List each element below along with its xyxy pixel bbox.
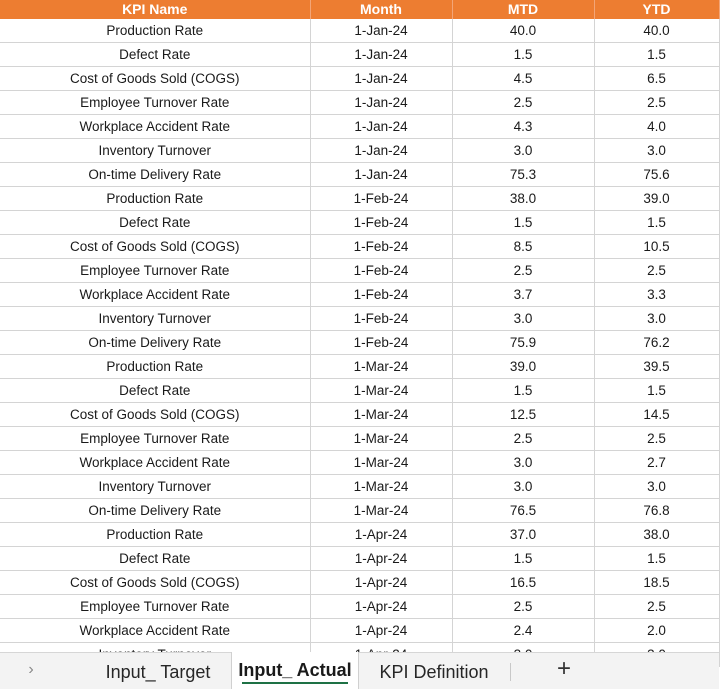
tab-label: KPI Definition (379, 662, 489, 682)
table-row (0, 91, 719, 115)
cell-mtd[interactable]: 76.5 (452, 499, 594, 523)
cell-month[interactable]: 1-Jan-24 (310, 91, 452, 115)
table-row (0, 115, 719, 139)
cell-mtd[interactable]: 16.5 (452, 571, 594, 595)
cell-ytd[interactable]: 2.0 (594, 619, 719, 643)
cell-month[interactable]: 1-Jan-24 (310, 67, 452, 91)
cell-mtd[interactable]: 3.0 (452, 451, 594, 475)
cell-mtd[interactable]: 37.0 (452, 523, 594, 547)
table-row (0, 475, 719, 499)
sheet-tab-bar (0, 652, 719, 689)
cell-ytd[interactable]: 2.7 (594, 451, 719, 475)
cell-mtd[interactable]: 4.5 (452, 67, 594, 91)
cell-ytd[interactable]: 40.0 (594, 19, 719, 43)
cell-month[interactable]: 1-Feb-24 (310, 187, 452, 211)
active-tab-indicator (242, 682, 348, 684)
cell-ytd[interactable]: 10.5 (594, 235, 719, 259)
cell-month[interactable]: 1-Jan-24 (310, 43, 452, 67)
cell-ytd[interactable]: 1.5 (594, 379, 719, 403)
cell-mtd[interactable]: 4.3 (452, 115, 594, 139)
cell-month[interactable]: 1-Mar-24 (310, 451, 452, 475)
cell-month[interactable]: 1-Feb-24 (310, 211, 452, 235)
cell-kpi-name[interactable]: Cost of Goods Sold (COGS) (0, 403, 310, 427)
cell-kpi-name[interactable]: On-time Delivery Rate (0, 499, 310, 523)
cell-kpi-name[interactable]: Inventory Turnover (0, 307, 310, 331)
chevron-right-icon[interactable]: › (28, 661, 34, 678)
header-row (0, 0, 719, 19)
cell-kpi-name[interactable]: Cost of Goods Sold (COGS) (0, 67, 310, 91)
tab-label: Input_ Target (105, 662, 211, 682)
cell-kpi-name[interactable]: Employee Turnover Rate (0, 595, 310, 619)
table-row (0, 595, 719, 619)
tab-input-target[interactable] (88, 653, 228, 689)
table-row (0, 355, 719, 379)
cell-month[interactable]: 1-Apr-24 (310, 523, 452, 547)
cell-ytd[interactable]: 4.0 (594, 115, 719, 139)
cell-kpi-name[interactable]: Production Rate (0, 523, 310, 547)
cell-kpi-name[interactable]: Cost of Goods Sold (COGS) (0, 571, 310, 595)
cell-kpi-name[interactable]: Inventory Turnover (0, 475, 310, 499)
cell-ytd[interactable]: 2.5 (594, 259, 719, 283)
table-row (0, 19, 719, 43)
cell-mtd[interactable]: 3.0 (452, 139, 594, 163)
cell-ytd[interactable]: 39.5 (594, 355, 719, 379)
cell-ytd[interactable]: 75.6 (594, 163, 719, 187)
table-row (0, 499, 719, 523)
cell-month[interactable]: 1-Apr-24 (310, 571, 452, 595)
cell-kpi-name[interactable]: Production Rate (0, 355, 310, 379)
cell-month[interactable]: 1-Mar-24 (310, 475, 452, 499)
table-row (0, 547, 719, 571)
column-header-ytd[interactable]: YTD (594, 0, 719, 19)
cell-ytd[interactable]: 3.0 (594, 475, 719, 499)
cell-kpi-name[interactable]: Workplace Accident Rate (0, 451, 310, 475)
cell-kpi-name[interactable]: Employee Turnover Rate (0, 427, 310, 451)
cell-month[interactable]: 1-Apr-24 (310, 547, 452, 571)
cell-kpi-name[interactable]: On-time Delivery Rate (0, 163, 310, 187)
tab-separator (510, 663, 511, 681)
cell-ytd[interactable]: 2.5 (594, 595, 719, 619)
cell-month[interactable]: 1-Mar-24 (310, 427, 452, 451)
cell-mtd[interactable]: 75.9 (452, 331, 594, 355)
cell-month[interactable]: 1-Jan-24 (310, 19, 452, 43)
cell-kpi-name[interactable]: On-time Delivery Rate (0, 331, 310, 355)
column-header-mtd[interactable]: MTD (452, 0, 594, 19)
table-row (0, 163, 719, 187)
table-row (0, 43, 719, 67)
cell-mtd[interactable]: 2.5 (452, 595, 594, 619)
cell-month[interactable]: 1-Feb-24 (310, 283, 452, 307)
table-row (0, 379, 719, 403)
cell-mtd[interactable]: 2.5 (452, 259, 594, 283)
cell-kpi-name[interactable]: Employee Turnover Rate (0, 91, 310, 115)
table-row (0, 259, 719, 283)
cell-month[interactable]: 1-Jan-24 (310, 139, 452, 163)
cell-ytd[interactable]: 76.8 (594, 499, 719, 523)
cell-kpi-name[interactable]: Defect Rate (0, 547, 310, 571)
tab-input-actual[interactable] (231, 652, 359, 689)
table-row (0, 283, 719, 307)
cell-kpi-name[interactable]: Cost of Goods Sold (COGS) (0, 235, 310, 259)
table-row (0, 211, 719, 235)
cell-mtd[interactable]: 1.5 (452, 547, 594, 571)
cell-mtd[interactable]: 75.3 (452, 163, 594, 187)
table-row (0, 403, 719, 427)
table-row (0, 451, 719, 475)
cell-ytd[interactable]: 2.5 (594, 427, 719, 451)
table-row (0, 187, 719, 211)
cell-ytd[interactable]: 39.0 (594, 187, 719, 211)
cell-month[interactable]: 1-Feb-24 (310, 259, 452, 283)
cell-mtd[interactable]: 3.0 (452, 475, 594, 499)
column-header-kpi-name[interactable]: KPI Name (0, 0, 310, 19)
cell-kpi-name[interactable]: Employee Turnover Rate (0, 259, 310, 283)
cell-mtd[interactable]: 39.0 (452, 355, 594, 379)
cell-kpi-name[interactable]: Workplace Accident Rate (0, 115, 310, 139)
cell-month[interactable]: 1-Feb-24 (310, 331, 452, 355)
cell-ytd[interactable]: 2.5 (594, 91, 719, 115)
cell-kpi-name[interactable]: Defect Rate (0, 379, 310, 403)
cell-mtd[interactable]: 3.0 (452, 307, 594, 331)
cell-mtd[interactable]: 3.7 (452, 283, 594, 307)
table-row (0, 427, 719, 451)
table-row (0, 523, 719, 547)
cell-month[interactable]: 1-Jan-24 (310, 163, 452, 187)
cell-kpi-name[interactable]: Workplace Accident Rate (0, 283, 310, 307)
table-row (0, 619, 719, 643)
cell-ytd[interactable]: 76.2 (594, 331, 719, 355)
cell-kpi-name[interactable]: Production Rate (0, 187, 310, 211)
cell-kpi-name[interactable]: Defect Rate (0, 211, 310, 235)
cell-month[interactable]: 1-Jan-24 (310, 115, 452, 139)
cell-month[interactable]: 1-Mar-24 (310, 403, 452, 427)
cell-mtd[interactable]: 1.5 (452, 43, 594, 67)
cell-mtd[interactable]: 40.0 (452, 19, 594, 43)
table-row (0, 139, 719, 163)
cell-month[interactable]: 1-Mar-24 (310, 379, 452, 403)
cell-month[interactable]: 1-Apr-24 (310, 595, 452, 619)
cell-month[interactable]: 1-Feb-24 (310, 235, 452, 259)
cell-mtd[interactable]: 2.4 (452, 619, 594, 643)
cell-mtd[interactable]: 1.5 (452, 379, 594, 403)
cell-month[interactable]: 1-Mar-24 (310, 355, 452, 379)
table-row (0, 571, 719, 595)
cell-ytd[interactable]: 3.0 (594, 307, 719, 331)
cell-mtd[interactable]: 8.5 (452, 235, 594, 259)
table-row (0, 307, 719, 331)
table-row (0, 331, 719, 355)
cell-ytd[interactable]: 3.0 (594, 139, 719, 163)
tab-kpi-definition[interactable] (362, 653, 506, 689)
table-row (0, 235, 719, 259)
cell-ytd[interactable]: 1.5 (594, 547, 719, 571)
cell-ytd[interactable]: 1.5 (594, 43, 719, 67)
plus-icon[interactable]: + (556, 655, 571, 682)
cell-mtd[interactable]: 38.0 (452, 187, 594, 211)
table-body (0, 19, 719, 667)
cell-ytd[interactable]: 18.5 (594, 571, 719, 595)
cell-month[interactable]: 1-Feb-24 (310, 307, 452, 331)
cell-month[interactable]: 1-Mar-24 (310, 499, 452, 523)
table-row (0, 67, 719, 91)
cell-mtd[interactable]: 1.5 (452, 211, 594, 235)
tab-label: Input_ Actual (238, 660, 352, 680)
cell-mtd[interactable]: 2.5 (452, 91, 594, 115)
cell-ytd[interactable]: 6.5 (594, 67, 719, 91)
cell-month[interactable]: 1-Apr-24 (310, 619, 452, 643)
cell-ytd[interactable]: 38.0 (594, 523, 719, 547)
cell-ytd[interactable]: 14.5 (594, 403, 719, 427)
column-header-month[interactable]: Month (310, 0, 452, 19)
cell-ytd[interactable]: 3.3 (594, 283, 719, 307)
cell-kpi-name[interactable]: Workplace Accident Rate (0, 619, 310, 643)
cell-kpi-name[interactable]: Inventory Turnover (0, 139, 310, 163)
cell-kpi-name[interactable]: Production Rate (0, 19, 310, 43)
cell-ytd[interactable]: 1.5 (594, 211, 719, 235)
cell-kpi-name[interactable]: Defect Rate (0, 43, 310, 67)
cell-mtd[interactable]: 12.5 (452, 403, 594, 427)
cell-mtd[interactable]: 2.5 (452, 427, 594, 451)
